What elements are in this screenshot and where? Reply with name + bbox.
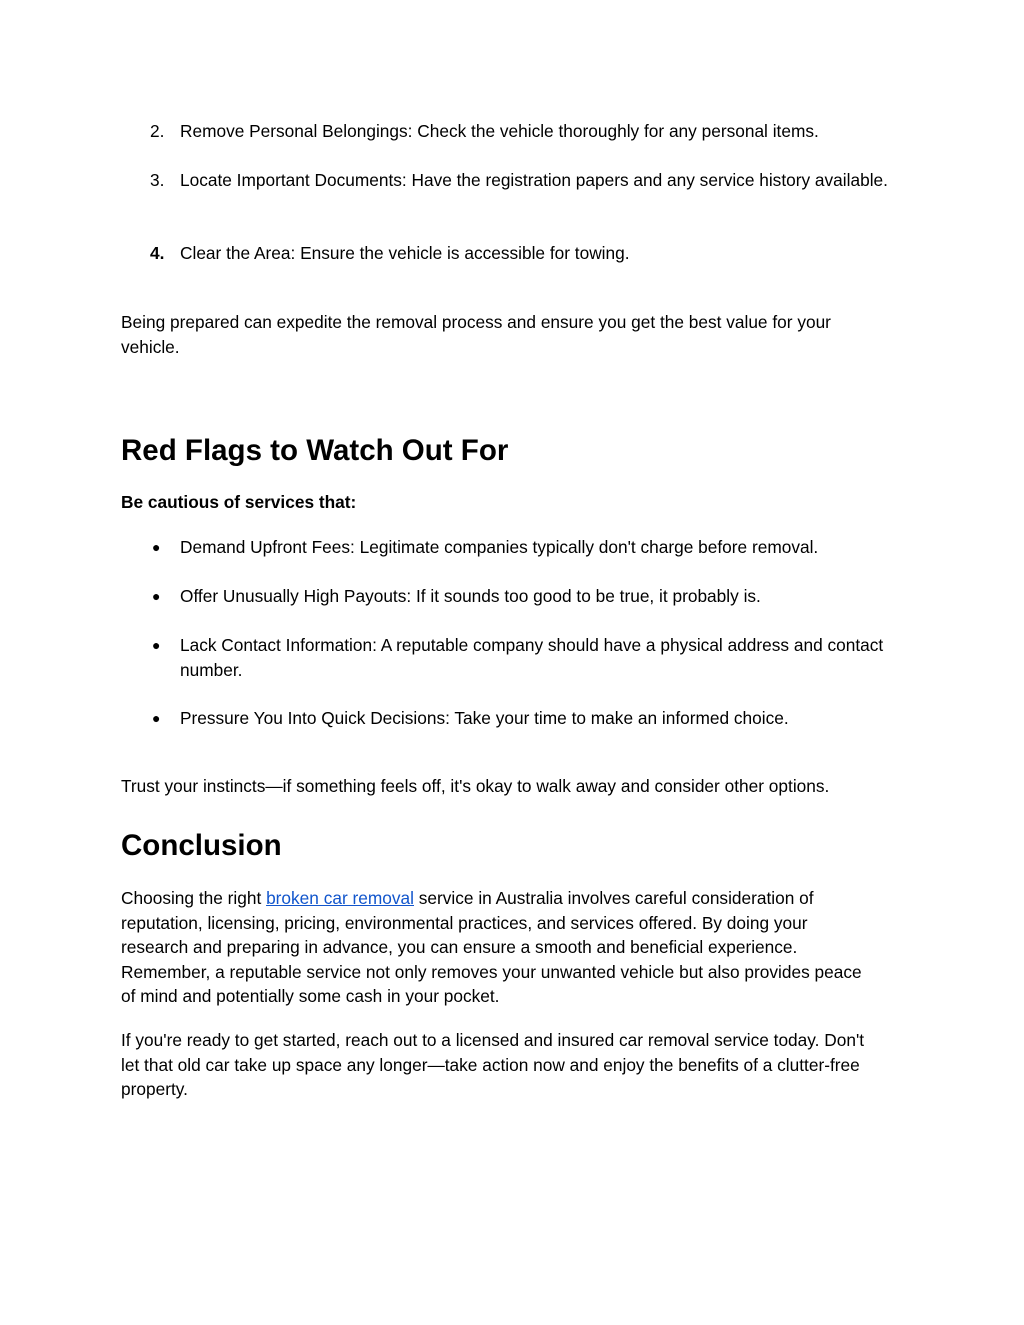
prepared-paragraph: Being prepared can expedite the removal process and ensure you get the best value for your vehicle. <box>121 312 831 357</box>
list-item-text: Remove Personal Belongings: Check the vehicle thoroughly for any personal items. <box>180 121 819 141</box>
list-item-text: Pressure You Into Quick Decisions: Take your time to make an informed choice. <box>180 708 789 728</box>
red-flags-intro: Be cautious of services that: <box>121 492 357 512</box>
list-number: 3. <box>150 170 165 190</box>
list-number: 4. <box>150 243 165 263</box>
conclusion-heading: Conclusion <box>121 829 282 862</box>
conclusion-text-start: Choosing the right <box>121 888 267 908</box>
conclusion-paragraph <box>121 886 866 1009</box>
red-flags-closing: Trust your instincts—if something feels off, it's okay to walk away and consider other options. <box>121 776 830 796</box>
list-item <box>121 168 891 193</box>
list-item-text: Offer Unusually High Payouts: If it sounds too good to be true, it probably is. <box>180 586 761 606</box>
red-flags-heading: Red Flags to Watch Out For <box>121 434 509 467</box>
bullet-icon: ● <box>152 637 161 653</box>
call-to-action-paragraph: If you're ready to get started, reach out to a licensed and insured car removal service today. Don't let that old car take up space any longer—take action now and enjoy the benefits of a clutter-free property. <box>121 1030 865 1099</box>
bullet-icon: ● <box>152 588 161 604</box>
list-item-text: Demand Upfront Fees: Legitimate companies typically don't charge before removal. <box>180 537 819 557</box>
list-item <box>121 706 891 731</box>
list-item <box>121 584 891 609</box>
list-number: 2. <box>150 121 165 141</box>
bullet-icon: ● <box>152 710 161 726</box>
list-item <box>121 633 891 682</box>
list-item <box>121 241 891 266</box>
list-item-text: Locate Important Documents: Have the registration papers and any service history available. <box>180 170 888 190</box>
list-item-text: Clear the Area: Ensure the vehicle is accessible for towing. <box>180 243 630 263</box>
conclusion-text-rest: service in Australia involves careful consideration of reputation, licensing, pricing, environmental practices, and services offered. By doing your research and preparing in advance, you can ensure a smooth and beneficial experience. Remember, a reputable service not only removes your unwanted vehicle but also provides peace of mind and potentially some cash in your pocket. <box>121 888 862 1006</box>
broken-car-removal-link[interactable]: broken car removal <box>266 888 414 908</box>
list-item <box>121 119 891 144</box>
bullet-icon: ● <box>152 539 161 555</box>
list-item-text: Lack Contact Information: A reputable company should have a physical address and contact number. <box>180 635 884 680</box>
list-item <box>121 535 891 560</box>
